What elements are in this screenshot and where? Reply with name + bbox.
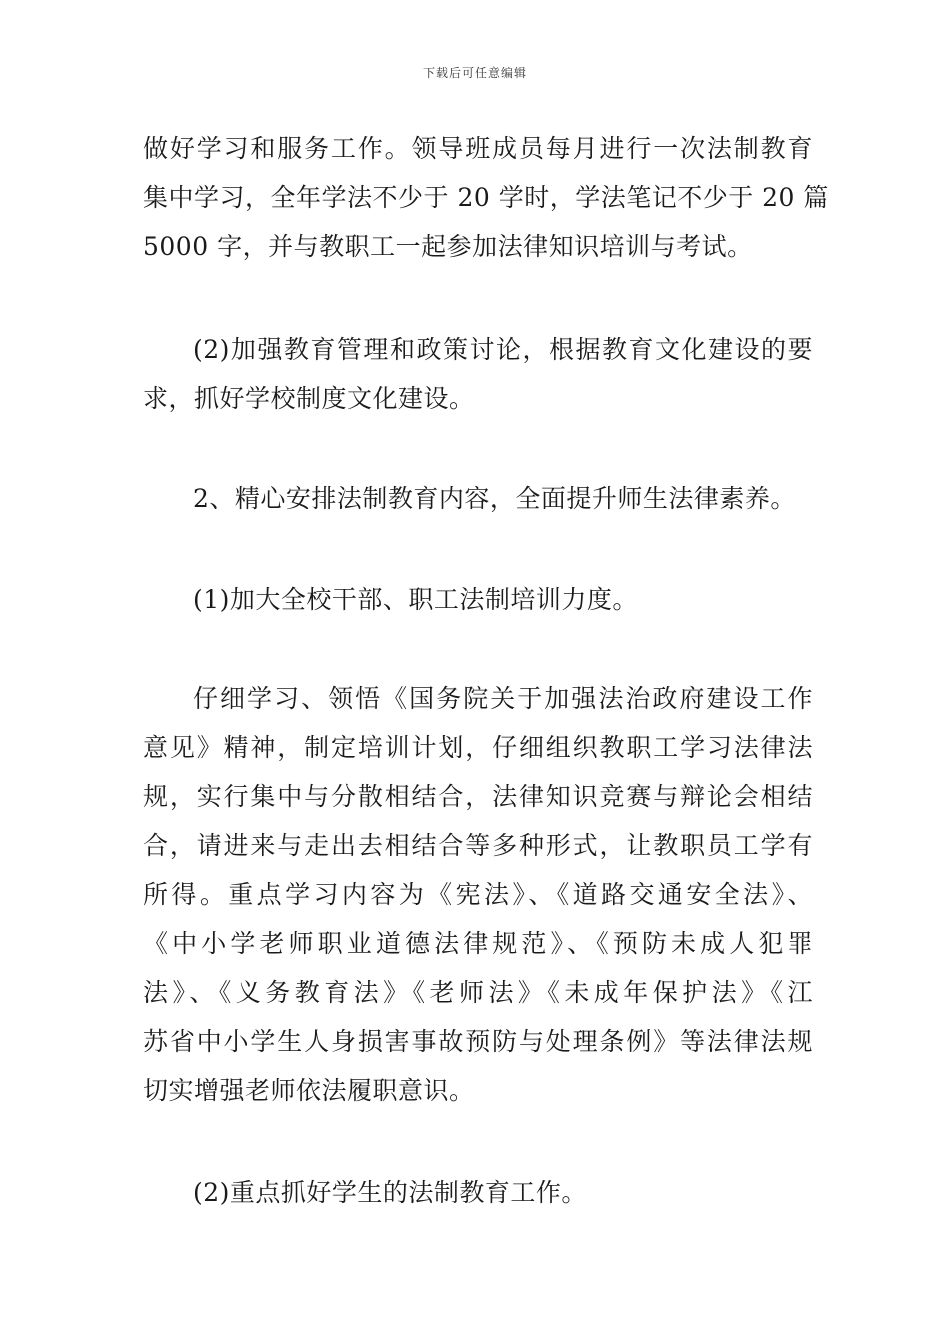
subsection-heading-1: (1)加大全校干部、职工法制培训力度。 [193, 585, 638, 614]
paragraph-5-line-7: 法》、《义务教育法》《老师法》《未成年保护法》《江 [143, 978, 813, 1007]
paragraph-5-line-3: 规，实行集中与分散相结合，法律知识竞赛与辩论会相结 [143, 782, 813, 811]
paragraph-5-line-1: 仔细学习、领悟《国务院关于加强法治政府建设工作 [193, 684, 813, 713]
paragraph-2-line-1: (2)加强教育管理和政策讨论，根据教育文化建设的要 [193, 335, 813, 364]
paragraph-1-line-1: 做好学习和服务工作。领导班成员每月进行一次法制教育 [143, 134, 813, 163]
subsection-heading-2: (2)重点抓好学生的法制教育工作。 [193, 1178, 587, 1207]
paragraph-1-line-2: 集中学习，全年学法不少于 20 学时，学法笔记不少于 20 篇 [143, 183, 829, 212]
paragraph-5-line-9: 切实增强老师依法履职意识。 [143, 1076, 475, 1105]
paragraph-5-line-6: 《中小学老师职业道德法律规范》、《预防未成人犯罪 [143, 929, 813, 958]
paragraph-1-line-3: 5000 字，并与教职工一起参加法律知识培训与考试。 [143, 232, 753, 261]
paragraph-5-line-2: 意见》精神，制定培训计划，仔细组织教职工学习法律法 [143, 733, 813, 762]
section-heading-2: 2、精心安排法制教育内容，全面提升师生法律素养。 [193, 484, 796, 513]
paragraph-2-line-2: 求，抓好学校制度文化建设。 [143, 384, 475, 413]
paragraph-5-line-8: 苏省中小学生人身损害事故预防与处理条例》等法律法规 [143, 1027, 813, 1056]
page-header: 下载后可任意编辑 [422, 66, 527, 80]
paragraph-5-line-4: 合，请进来与走出去相结合等多种形式，让教职员工学有 [143, 831, 813, 860]
paragraph-5-line-5: 所得。重点学习内容为《宪法》、《道路交通安全法》、 [143, 880, 813, 909]
